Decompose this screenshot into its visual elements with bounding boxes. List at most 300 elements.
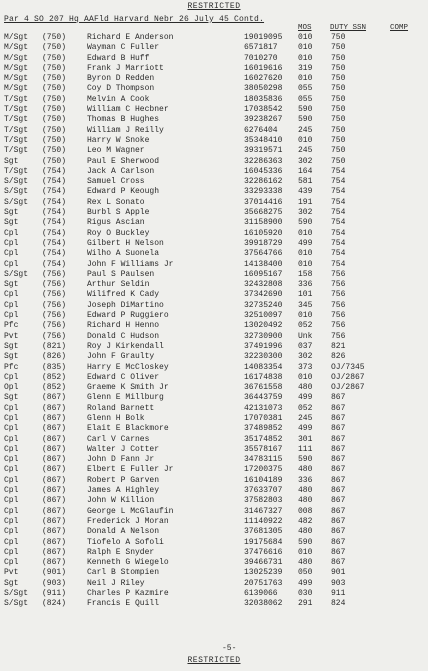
mos-cell: 245: [298, 146, 313, 156]
duty-ssn-cell: 750: [331, 125, 346, 135]
name-cell: Tiofelo A Sofoli: [87, 537, 164, 547]
mos-cell: 191: [298, 197, 313, 207]
mos-cell: 055: [298, 84, 313, 94]
table-row: [0, 476, 428, 486]
name-cell: Wilifred K Cady: [87, 290, 160, 300]
duty-ssn-cell: 756: [331, 269, 346, 279]
code-cell: (835): [42, 362, 67, 372]
code-cell: (911): [42, 589, 67, 599]
code-cell: (867): [42, 465, 67, 475]
rank-cell: Cpl: [4, 434, 19, 444]
mos-cell: 010: [298, 249, 313, 259]
table-row: [0, 249, 428, 259]
code-cell: (756): [42, 300, 67, 310]
name-cell: Richard E Anderson: [87, 33, 174, 42]
rank-cell: S/Sgt: [4, 599, 29, 609]
code-cell: (867): [42, 486, 67, 496]
rank-cell: Cpl: [4, 249, 19, 259]
name-cell: Charles P Kazmire: [87, 589, 169, 599]
code-cell: (824): [42, 599, 67, 609]
duty-ssn-cell: 750: [331, 74, 346, 84]
serial-cell: 35174852: [244, 434, 283, 444]
rank-cell: Cpl: [4, 372, 19, 382]
mos-cell: 581: [298, 177, 313, 187]
rank-cell: M/Sgt: [4, 43, 29, 53]
serial-cell: 36761558: [244, 383, 283, 393]
table-row: [0, 465, 428, 475]
serial-cell: 37014416: [244, 197, 283, 207]
duty-ssn-cell: 756: [331, 290, 346, 300]
serial-cell: 17038542: [244, 105, 283, 115]
mos-cell: 052: [298, 403, 313, 413]
table-row: [0, 424, 428, 434]
name-cell: Paul S Paulsen: [87, 269, 155, 279]
serial-cell: 34783115: [244, 455, 283, 465]
serial-cell: 37681305: [244, 527, 283, 537]
table-row: [0, 157, 428, 167]
mos-cell: 291: [298, 599, 313, 609]
serial-cell: 38050298: [244, 84, 283, 94]
serial-cell: 33293338: [244, 187, 283, 197]
serial-cell: 35348410: [244, 135, 283, 145]
mos-cell: 010: [298, 547, 313, 557]
serial-cell: 39918729: [244, 238, 283, 248]
duty-ssn-cell: 867: [331, 434, 346, 444]
serial-cell: 17070381: [244, 413, 283, 423]
code-cell: (754): [42, 228, 67, 238]
serial-cell: 6276404: [244, 125, 278, 135]
name-cell: Gilbert H Nelson: [87, 238, 164, 248]
table-row: [0, 496, 428, 506]
name-cell: Rex L Sonato: [87, 197, 145, 207]
serial-cell: 32730900: [244, 331, 283, 341]
duty-ssn-cell: OJ/2867: [331, 383, 365, 393]
mos-cell: 050: [298, 568, 313, 578]
duty-ssn-cell: 867: [331, 413, 346, 423]
duty-ssn-cell: 756: [331, 300, 346, 310]
rank-cell: Sgt: [4, 218, 19, 228]
name-cell: Roland Barnett: [87, 403, 155, 413]
footer-restricted-stamp: RESTRICTED: [187, 656, 241, 665]
serial-cell: 35578167: [244, 444, 283, 454]
rank-cell: Sgt: [4, 578, 19, 588]
name-cell: Joseph DiMartino: [87, 300, 164, 310]
serial-cell: 7010270: [244, 53, 278, 63]
rank-cell: Cpl: [4, 228, 19, 238]
code-cell: (750): [42, 33, 67, 42]
duty-ssn-cell: 867: [331, 486, 346, 496]
mos-cell: 010: [298, 135, 313, 145]
code-cell: (750): [42, 146, 67, 156]
mos-cell: 010: [298, 33, 313, 42]
mos-cell: Unk: [298, 331, 313, 341]
rank-cell: Sgt: [4, 280, 19, 290]
rank-cell: T/Sgt: [4, 105, 29, 115]
rank-cell: Cpl: [4, 475, 19, 485]
duty-ssn-cell: 754: [331, 208, 346, 218]
code-cell: (867): [42, 424, 67, 434]
duty-ssn-cell: 756: [331, 331, 346, 341]
rank-cell: Sgt: [4, 208, 19, 218]
mos-cell: 590: [298, 105, 313, 115]
serial-cell: 32510097: [244, 311, 283, 321]
serial-cell: 13025239: [244, 568, 283, 578]
code-cell: (750): [42, 63, 67, 73]
mos-cell: 590: [298, 218, 313, 228]
rank-cell: T/Sgt: [4, 146, 29, 156]
mos-cell: 010: [298, 43, 313, 53]
table-row: [0, 187, 428, 197]
name-cell: Leo M Wagner: [87, 146, 145, 156]
name-cell: Carl V Carnes: [87, 434, 150, 444]
duty-ssn-cell: 867: [331, 496, 346, 506]
serial-cell: 19019095: [244, 33, 283, 42]
name-cell: Melvin A Cook: [87, 94, 150, 104]
name-cell: Kenneth G Wiegelo: [87, 558, 169, 568]
rank-cell: Cpl: [4, 455, 19, 465]
name-cell: Glenn E Millburg: [87, 393, 164, 403]
mos-cell: 499: [298, 238, 313, 248]
duty-ssn-cell: 903: [331, 578, 346, 588]
mos-cell: 439: [298, 187, 313, 197]
rank-cell: Cpl: [4, 311, 19, 321]
mos-cell: 482: [298, 516, 313, 526]
table-row: [0, 486, 428, 496]
serial-cell: 39319571: [244, 146, 283, 156]
duty-ssn-cell: 750: [331, 135, 346, 145]
name-cell: Edward P Ruggiero: [87, 311, 169, 321]
duty-ssn-cell: 867: [331, 547, 346, 557]
duty-ssn-cell: 901: [331, 568, 346, 578]
duty-ssn-cell: 821: [331, 341, 346, 351]
rank-cell: Opl: [4, 383, 19, 393]
name-cell: Ralph E Snyder: [87, 547, 155, 557]
name-cell: Coy D Thompson: [87, 84, 155, 94]
serial-cell: 42131073: [244, 403, 283, 413]
table-row: [0, 260, 428, 270]
mos-cell: 499: [298, 578, 313, 588]
table-row: [0, 527, 428, 537]
code-cell: (867): [42, 537, 67, 547]
name-cell: Frank J Marriott: [87, 63, 164, 73]
table-row: [0, 404, 428, 414]
code-cell: (867): [42, 516, 67, 526]
mos-cell: 480: [298, 558, 313, 568]
mos-cell: 499: [298, 393, 313, 403]
code-cell: (867): [42, 506, 67, 516]
serial-cell: 39238267: [244, 115, 283, 125]
rank-cell: Pfc: [4, 321, 19, 331]
serial-cell: 37564766: [244, 249, 283, 259]
table-row: [0, 517, 428, 527]
duty-ssn-cell: 754: [331, 218, 346, 228]
mos-cell: 590: [298, 537, 313, 547]
table-row: [0, 352, 428, 362]
serial-cell: 18035836: [244, 94, 283, 104]
duty-ssn-cell: 867: [331, 444, 346, 454]
code-cell: (901): [42, 568, 67, 578]
name-cell: Rigus Ascian: [87, 218, 145, 228]
name-cell: Carl B Stompien: [87, 568, 160, 578]
code-cell: (756): [42, 280, 67, 290]
code-cell: (750): [42, 74, 67, 84]
table-row: [0, 589, 428, 599]
code-cell: (750): [42, 156, 67, 166]
code-cell: (754): [42, 177, 67, 187]
mos-cell: 336: [298, 475, 313, 485]
serial-cell: 6139066: [244, 589, 278, 599]
name-cell: John F Graulty: [87, 352, 155, 362]
code-cell: (867): [42, 455, 67, 465]
table-row: [0, 435, 428, 445]
name-cell: Roy O Buckley: [87, 228, 150, 238]
name-cell: William C Hecbner: [87, 105, 169, 115]
rank-cell: Cpl: [4, 527, 19, 537]
table-row: [0, 507, 428, 517]
serial-cell: 16174838: [244, 372, 283, 382]
rank-cell: Cpl: [4, 444, 19, 454]
table-row: [0, 167, 428, 177]
duty-ssn-cell: 750: [331, 33, 346, 42]
serial-cell: 11140922: [244, 516, 283, 526]
duty-ssn-cell: 867: [331, 506, 346, 516]
mos-cell: 480: [298, 465, 313, 475]
mos-cell: 052: [298, 321, 313, 331]
serial-cell: 13020492: [244, 321, 283, 331]
table-row: [0, 239, 428, 249]
name-cell: John W Killion: [87, 496, 155, 506]
code-cell: (852): [42, 372, 67, 382]
mos-cell: 010: [298, 311, 313, 321]
mos-cell: 158: [298, 269, 313, 279]
rank-cell: T/Sgt: [4, 135, 29, 145]
table-row: [0, 126, 428, 136]
table-row: [0, 280, 428, 290]
code-cell: (867): [42, 403, 67, 413]
mos-cell: 590: [298, 455, 313, 465]
duty-ssn-cell: 754: [331, 177, 346, 187]
duty-ssn-cell: 756: [331, 321, 346, 331]
duty-ssn-cell: 750: [331, 105, 346, 115]
rank-cell: Cpl: [4, 290, 19, 300]
code-cell: (756): [42, 331, 67, 341]
name-cell: Frederick J Moran: [87, 516, 169, 526]
rank-cell: T/Sgt: [4, 94, 29, 104]
mos-cell: 480: [298, 486, 313, 496]
serial-cell: 35668275: [244, 208, 283, 218]
name-cell: Walter J Cotter: [87, 444, 160, 454]
duty-ssn-cell: 754: [331, 187, 346, 197]
duty-ssn-cell: 750: [331, 43, 346, 53]
duty-ssn-cell: 750: [331, 94, 346, 104]
duty-ssn-cell: 750: [331, 84, 346, 94]
table-row: [0, 290, 428, 300]
name-cell: Byron D Redden: [87, 74, 155, 84]
table-row: [0, 115, 428, 125]
serial-cell: 32286363: [244, 156, 283, 166]
table-row: [0, 301, 428, 311]
serial-cell: 6571817: [244, 43, 278, 53]
code-cell: (750): [42, 125, 67, 135]
name-cell: Arthur Seldin: [87, 280, 150, 290]
name-cell: Donald C Hudson: [87, 331, 160, 341]
name-cell: Thomas B Hughes: [87, 115, 160, 125]
code-cell: (867): [42, 496, 67, 506]
serial-cell: 16095167: [244, 269, 283, 279]
name-cell: William J Reilly: [87, 125, 164, 135]
header-restricted-stamp: RESTRICTED: [187, 2, 241, 11]
name-cell: Harry E McCloskey: [87, 362, 169, 372]
duty-ssn-cell: OJ/2867: [331, 372, 365, 382]
rank-cell: M/Sgt: [4, 74, 29, 84]
serial-cell: 32286162: [244, 177, 283, 187]
rank-cell: Sgt: [4, 352, 19, 362]
code-cell: (754): [42, 249, 67, 259]
rank-cell: S/Sgt: [4, 589, 29, 599]
rank-cell: Cpl: [4, 496, 19, 506]
serial-cell: 32038062: [244, 599, 283, 609]
serial-cell: 16104189: [244, 475, 283, 485]
table-row: [0, 445, 428, 455]
code-cell: (750): [42, 135, 67, 145]
table-row: [0, 558, 428, 568]
mos-cell: 373: [298, 362, 313, 372]
duty-ssn-cell: 867: [331, 393, 346, 403]
mos-cell: 480: [298, 383, 313, 393]
serial-cell: 36443759: [244, 393, 283, 403]
duty-ssn-cell: 867: [331, 558, 346, 568]
name-cell: Richard H Henno: [87, 321, 160, 331]
mos-cell: 030: [298, 589, 313, 599]
name-cell: Jack A Carlson: [87, 166, 155, 176]
code-cell: (754): [42, 259, 67, 269]
code-cell: (867): [42, 413, 67, 423]
table-row: [0, 270, 428, 280]
duty-ssn-cell: 750: [331, 53, 346, 63]
table-row: [0, 43, 428, 53]
table-row: [0, 33, 428, 43]
name-cell: Francis E Quill: [87, 599, 160, 609]
mos-cell: 345: [298, 300, 313, 310]
serial-cell: 39466731: [244, 558, 283, 568]
duty-ssn-cell: 754: [331, 259, 346, 269]
duty-ssn-cell: 826: [331, 352, 346, 362]
serial-cell: 37476616: [244, 547, 283, 557]
duty-ssn-cell: 750: [331, 156, 346, 166]
rank-cell: M/Sgt: [4, 63, 29, 73]
name-cell: Neil J Riley: [87, 578, 145, 588]
rank-cell: Cpl: [4, 537, 19, 547]
rank-cell: Pvt: [4, 568, 19, 578]
rank-cell: Cpl: [4, 403, 19, 413]
code-cell: (754): [42, 208, 67, 218]
column-header-mos: MOS: [298, 24, 312, 32]
duty-ssn-cell: 754: [331, 228, 346, 238]
mos-cell: 245: [298, 125, 313, 135]
mos-cell: 499: [298, 424, 313, 434]
serial-cell: 14138400: [244, 259, 283, 269]
name-cell: Roy J Kirkendall: [87, 341, 164, 351]
code-cell: (754): [42, 166, 67, 176]
serial-cell: 32230300: [244, 352, 283, 362]
serial-cell: 37582803: [244, 496, 283, 506]
code-cell: (867): [42, 434, 67, 444]
name-cell: Wayman C Fuller: [87, 43, 160, 53]
mos-cell: 164: [298, 166, 313, 176]
mos-cell: 010: [298, 259, 313, 269]
duty-ssn-cell: 754: [331, 238, 346, 248]
table-row: [0, 363, 428, 373]
mos-cell: 010: [298, 74, 313, 84]
code-cell: (750): [42, 84, 67, 94]
code-cell: (826): [42, 352, 67, 362]
code-cell: (867): [42, 475, 67, 485]
code-cell: (750): [42, 115, 67, 125]
rank-cell: Cpl: [4, 300, 19, 310]
table-row: [0, 568, 428, 578]
code-cell: (756): [42, 311, 67, 321]
duty-ssn-cell: 754: [331, 197, 346, 207]
name-cell: Edward C Oliver: [87, 372, 160, 382]
mos-cell: 010: [298, 372, 313, 382]
name-cell: James A Highley: [87, 486, 160, 496]
name-cell: Donald A Nelson: [87, 527, 160, 537]
mos-cell: 008: [298, 506, 313, 516]
rank-cell: Cpl: [4, 558, 19, 568]
name-cell: Graeme K Smith Jr: [87, 383, 169, 393]
table-row: [0, 95, 428, 105]
code-cell: (903): [42, 578, 67, 588]
name-cell: Edward P Keough: [87, 187, 160, 197]
table-row: [0, 548, 428, 558]
duty-ssn-cell: 867: [331, 465, 346, 475]
serial-cell: 32735240: [244, 300, 283, 310]
code-cell: (821): [42, 341, 67, 351]
code-cell: (756): [42, 321, 67, 331]
duty-ssn-cell: 756: [331, 280, 346, 290]
rank-cell: M/Sgt: [4, 84, 29, 94]
rank-cell: Cpl: [4, 413, 19, 423]
rank-cell: Cpl: [4, 259, 19, 269]
duty-ssn-cell: 750: [331, 146, 346, 156]
column-header-comp: COMP: [390, 24, 409, 32]
rank-cell: Cpl: [4, 424, 19, 434]
table-row: [0, 146, 428, 156]
table-row: [0, 321, 428, 331]
name-cell: Wilho A Suonela: [87, 249, 160, 259]
rank-cell: Cpl: [4, 506, 19, 516]
duty-ssn-cell: 867: [331, 455, 346, 465]
table-row: [0, 599, 428, 609]
code-cell: (867): [42, 393, 67, 403]
mos-cell: 336: [298, 280, 313, 290]
table-row: [0, 383, 428, 393]
code-cell: (750): [42, 53, 67, 63]
duty-ssn-cell: 867: [331, 475, 346, 485]
table-row: [0, 332, 428, 342]
table-row: [0, 373, 428, 383]
name-cell: Elait E Blackmore: [87, 424, 169, 434]
mos-cell: 302: [298, 156, 313, 166]
duty-ssn-cell: 754: [331, 166, 346, 176]
duty-ssn-cell: 750: [331, 63, 346, 73]
table-row: [0, 393, 428, 403]
table-row: [0, 208, 428, 218]
code-cell: (750): [42, 94, 67, 104]
serial-cell: 17200375: [244, 465, 283, 475]
duty-ssn-cell: 867: [331, 537, 346, 547]
name-cell: Glenn H Bolk: [87, 413, 145, 423]
